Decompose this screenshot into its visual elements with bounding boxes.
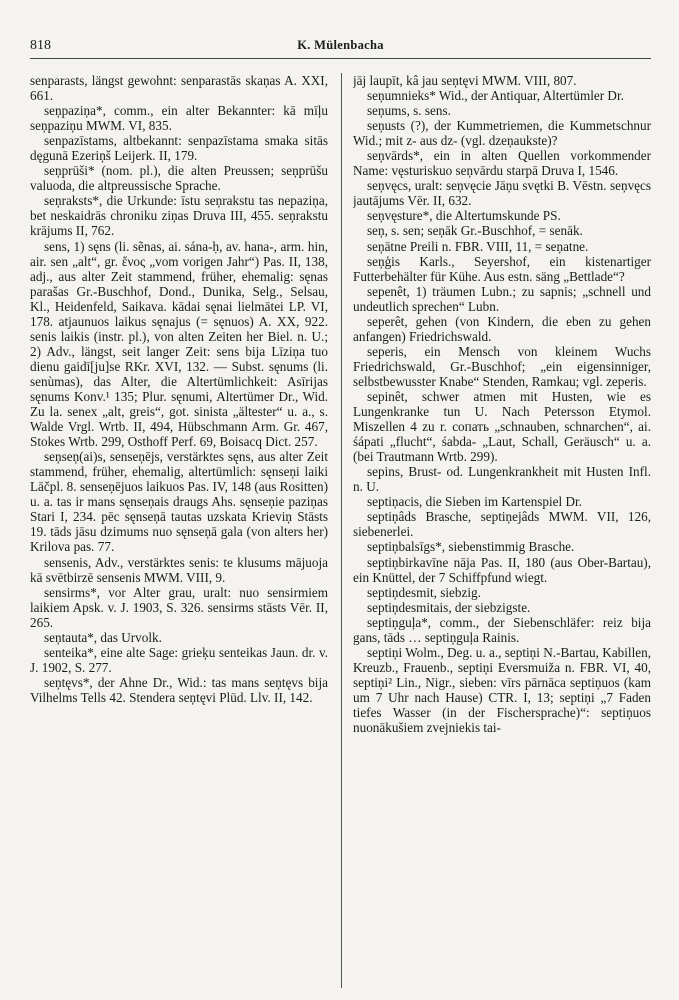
left-column <box>30 73 328 993</box>
column-divider <box>341 73 342 988</box>
dictionary-entry: seņpaziņa*, comm., ein alter Bekannter: kā mīļu seņpaziņu MWM. VI, 835. <box>30 103 328 134</box>
dictionary-entry: septiņbalsīgs*, siebenstimmig Brasche. <box>367 539 575 555</box>
dictionary-entry: seņ, s. sen; seņāk Gr.-Buschhof, = senāk. <box>367 223 583 239</box>
dictionary-entry: seņraksts*, die Urkunde: īstu seņrakstu tas nepaziņa, bet neskaidrās chroniku ziņas Druva III, 455. seņrakstu krājums II, 762. <box>30 193 328 239</box>
dictionary-entry: seņvęsture*, die Altertumskunde PS. <box>367 208 561 224</box>
dictionary-entry: seņusts (?), der Kummetriemen, die Kummetschnur Wid.; mit z- aus dz- (vgl. dzeņaukste)? <box>353 118 651 149</box>
dictionary-entry: senpazīstams, altbekannt: senpazīstama smaka sitās dęgunā Ezeriņš Leijerk. II, 179. <box>30 133 328 164</box>
dictionary-entry: senteika*, eine alte Sage: grieķu senteikas Jaun. dr. v. J. 1902, S. 277. <box>30 644 328 675</box>
dictionary-entry: septiņi Wolm., Deg. u. a., septiņi N.-Bartau, Kabillen, Kreuzb., Frauenb., septiņi Eversmuiža n. FBR. VI, 40, septiņi² Lin., Nigr., sieben: vīrs pārnāca septiņuos (kam um 7 Uhr nach Hause) CTR. I, 13; septiņi „7 Faden tiefes Wasser (in der Fischersprache)“: septiņuos nuonākušiem zvejniekis tai- <box>353 644 651 736</box>
dictionary-entry: sens, 1) sęns (li. sẽnas, ai. sána-ḥ, av. hana-, arm. hin, air. sen „alt“, gr. ἔνος „vom vorigen Jahr“) Pas. II, 138, adj., aus alter Zeit stammend, früher, ehemalig: sęnas parašas Gr.-Buschhof, Dond., Dunika, Selg., Selsau, Kl., Heidenfeld, Saikava. kādai sęnai lielmātei LP. VI, 178. atjaunuos laikus sęnajus (= sęnuos) A. XX, 922. senis laikis (instr. pl.), von alten Zeiten her Biel. n. U.; 2) Adv., längst, seit langer Zeit: sens bija Līziņa tuo dienu gaidī[ju]se RKr. XVI, 132. — Subst. sęnums (li. senùmas), das Alter, die Altertümlichkeit: Asīrijas sęnums Konv.¹ 135; Plur. sęnumi, Altertümer Dr., Wid. Zu la. senex „alt, greis“, got. sinista „ältester“ u. a., s. Walde Vrgl. Wrtb. II, 494, Hübschmann Arm. Gr. 467, Stokes Wrtb. 299, Osthoff Perf. 69, Boisacq Dict. 257. <box>30 238 328 450</box>
dictionary-entry: seņtauta*, das Urvolk. <box>44 629 162 645</box>
dictionary-entry: seņvārds*, ein in alten Quellen vorkommender Name: vęsturiskuo seņvārdu starpā Druva I, 1546. <box>353 148 651 179</box>
page-header <box>30 36 651 59</box>
dictionary-entry: seperis, ein Mensch von kleinem Wuchs Friedrichswald, Gr.-Buschhof; „ein eigensinniger, selbstbewusster Knabe“ Stenden, Ramkau; vgl. zeperis. <box>353 343 651 389</box>
page-number: 818 <box>30 38 51 53</box>
dictionary-entry: seņtęvs*, der Ahne Dr., Wid.: tas mans seņtęvs bija Vilhelms Tells 42. Stendera seņtęvi Plūd. Llv. II, 142. <box>30 674 328 705</box>
dictionary-entry: sensenis, Adv., verstärktes senis: te klusums mājuoja kā svētbirzē sensenis MWM. VIII, 9. <box>30 554 328 585</box>
dictionary-entry: seņumnieks* Wid., der Antiquar, Altertümler Dr. <box>367 88 624 104</box>
running-head: K. Mülenbacha <box>297 38 384 52</box>
dictionary-entry: seņseņ(ai)s, senseņējs, verstärktes sęns, aus alter Zeit stammend, früher, ehemalig, altertümlich: sęnseņi laiki Lāčpl. 8. senseņējuos laikuos Pas. IV, 148 (aus Rositten) u. a. tas ir mans sęnseņais draugs Ahs. sęnseņie paziņas Stari I, 234. pēc sęnseņā tautas uzskata Krieviņ Stāsts 19. tāds jāsu dzimums nuo sęnseņā gala (von alters her) Krilova pas. 77. <box>30 449 328 555</box>
dictionary-entry: septiņguļa*, comm., der Siebenschläfer: reiz bija gans, tāds … septiņguļa Rainis. <box>353 614 651 645</box>
dictionary-entry: septiņbirkavīne nāja Pas. II, 180 (aus Ober-Bartau), ein Knüttel, der 7 Schiffpfund wiegt. <box>353 554 651 585</box>
dictionary-entry: senparasts, längst gewohnt: senparastās skaņas A. XXI, 661. <box>30 73 328 104</box>
dictionary-entry: seņātne Preili n. FBR. VIII, 11, = seņatne. <box>367 238 589 254</box>
dictionary-entry-continued: jāj laupīt, kâ jau seņtęvi MWM. VIII, 807. <box>353 73 577 88</box>
dictionary-entry: seņums, s. sens. <box>367 103 451 119</box>
dictionary-entry: septiņdesmit, siebzig. <box>367 584 481 600</box>
dictionary-entry: sepinêt, schwer atmen mit Husten, wie es Lungenkranke tun U. Nach Petersson Etymol. Miszellen 4 zu r. сопать „schnauben, schnarchen“, ai. śápati „flucht“, śabda- „Laut, Schall, Geräusch“ u. a. (bei Trautmann Wrtb. 299). <box>353 388 651 465</box>
dictionary-entry: seņprūši* (nom. pl.), die alten Preussen; seņprūšu valuoda, die altpreussische Sprache. <box>30 163 328 194</box>
dictionary-entry: septiņâds Brasche, septiņejâds MWM. VII, 126, siebenerlei. <box>353 509 651 540</box>
dictionary-entry: sepenêt, 1) träumen Lubn.; zu sapnis; „schnell und undeutlich sprechen“ Lubn. <box>353 283 651 314</box>
dictionary-entry: septiņdesmitais, der siebzigste. <box>367 599 531 615</box>
dictionary-entry: sensirms*, vor Alter grau, uralt: nuo sensirmiem laikiem Apsk. v. J. 1903, S. 326. sensirms stāsts Vēr. II, 265. <box>30 584 328 630</box>
dictionary-entry: seperêt, gehen (von Kindern, die eben zu gehen anfangen) Friedrichswald. <box>353 313 651 344</box>
right-column <box>353 73 651 993</box>
dictionary-entry: septiņacis, die Sieben im Kartenspiel Dr. <box>367 494 582 510</box>
dictionary-entry: seņģis Karls., Seyershof, ein kistenartiger Futterbehälter für Kühe. Aus estn. säng „Bettlade“? <box>353 253 651 284</box>
dictionary-entry: seņvęcs, uralt: seņvęcie Jāņu svętki B. Vēstn. seņvęcs jautājums Vēr. II, 632. <box>353 178 651 209</box>
dictionary-entry: sepins, Brust- od. Lungenkrankheit mit Husten Infl. n. U. <box>353 464 651 495</box>
